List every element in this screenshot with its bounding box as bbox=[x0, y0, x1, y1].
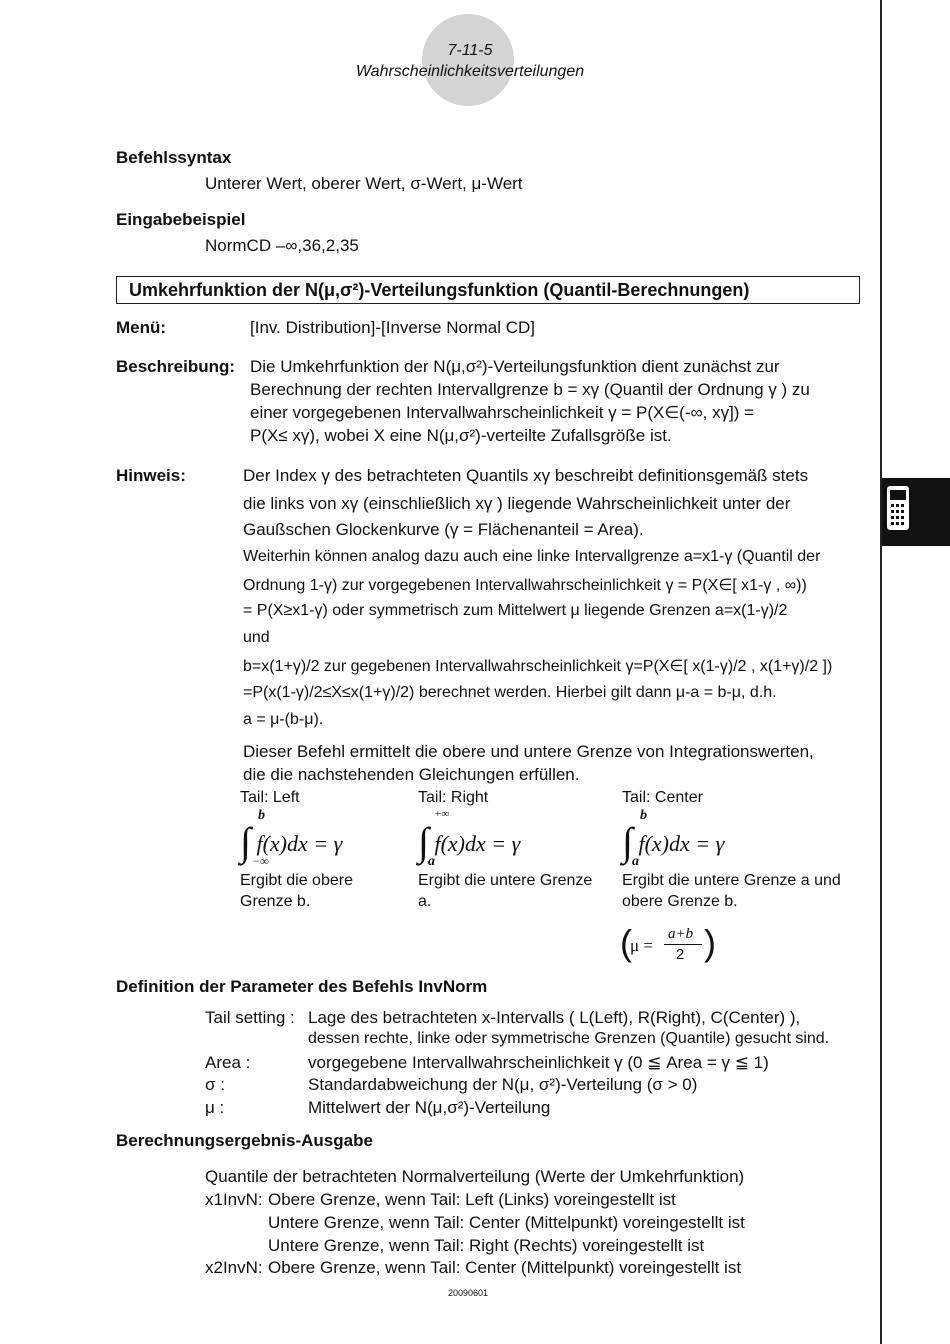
param-value: Mittelwert der N(μ,σ²)-Verteilung bbox=[308, 1098, 551, 1117]
hint-line: Ordnung 1-γ) zur vorgegebenen Intervallwahrscheinlichkeit γ = P(X∈[ x1-γ , ∞)) bbox=[243, 577, 807, 594]
example-heading: Eingabebeispiel bbox=[116, 210, 246, 229]
tail-center-result: obere Grenze b. bbox=[622, 893, 738, 910]
hint-line: die links von xγ (einschließlich xγ ) liegende Wahrscheinlichkeit unter der bbox=[243, 494, 791, 513]
page-number: 7-11-5 bbox=[447, 42, 493, 59]
hint-line: = P(X≥x1-γ) oder symmetrisch zum Mittelwert μ liegende Grenzen a=x(1-γ)/2 bbox=[243, 602, 788, 619]
menu-label: Menü: bbox=[116, 318, 167, 337]
x1-line: Obere Grenze, wenn Tail: Left (Links) voreingestellt ist bbox=[268, 1190, 676, 1209]
param-value: Standardabweichung der N(μ, σ²)-Verteilung (σ > 0) bbox=[308, 1075, 698, 1094]
hint-line: a = μ-(b-μ). bbox=[243, 711, 324, 728]
calculator-icon bbox=[882, 478, 950, 546]
tail-right-result: Ergibt die untere Grenze bbox=[418, 872, 593, 889]
x2-label: x2InvN: bbox=[205, 1258, 263, 1277]
output-intro: Quantile der betrachteten Normalverteilung (Werte der Umkehrfunktion) bbox=[205, 1167, 745, 1186]
output-heading: Berechnungsergebnis-Ausgabe bbox=[116, 1131, 373, 1150]
syntax-heading: Befehlssyntax bbox=[116, 148, 232, 167]
param-key: μ : bbox=[205, 1098, 225, 1117]
description-line: P(X≤ xγ), wobei X eine N(μ,σ²)-verteilte Zufallsgröße ist. bbox=[250, 426, 672, 445]
param-key: σ : bbox=[205, 1075, 225, 1094]
hint-line: Der Index γ des betrachteten Quantils xγ beschreibt definitionsgemäß stets bbox=[243, 466, 809, 485]
x1-label: x1InvN: bbox=[205, 1190, 263, 1209]
hint-line: und bbox=[243, 629, 270, 646]
description-label: Beschreibung: bbox=[116, 357, 236, 376]
syntax-text: Unterer Wert, oberer Wert, σ-Wert, μ-Wert bbox=[205, 174, 523, 193]
hint-line: die die nachstehenden Gleichungen erfüllen. bbox=[243, 765, 580, 784]
hint-line: Gaußschen Glockenkurve (γ = Flächenanteil = Area). bbox=[243, 520, 644, 539]
tail-center-title: Tail: Center bbox=[622, 789, 703, 806]
tail-left-integral: ∫ b −∞ f(x)dx = γ bbox=[240, 808, 343, 868]
section-title: Wahrscheinlichkeitsverteilungen bbox=[355, 63, 585, 80]
hint-line: b=x(1+γ)/2 zur gegebenen Intervallwahrscheinlichkeit γ=P(X∈[ x(1-γ)/2 , x(1+γ)/2 ]) bbox=[243, 658, 833, 675]
tail-left-result: Grenze b. bbox=[240, 893, 311, 910]
tail-center-result: Ergibt die untere Grenze a und bbox=[622, 872, 841, 889]
hint-line: Dieser Befehl ermittelt die obere und untere Grenze von Integrationswerten, bbox=[243, 742, 814, 761]
hint-line: =P(x(1-γ)/2≤X≤x(1+γ)/2) berechnet werden. Hierbei gilt dann μ-a = b-μ, d.h. bbox=[243, 684, 777, 701]
page-number-badge bbox=[422, 14, 514, 106]
tail-left-result: Ergibt die obere bbox=[240, 872, 353, 889]
section-box-title: Umkehrfunktion der N(μ,σ²)-Verteilungsfunktion (Quantil-Berechnungen) bbox=[129, 280, 750, 300]
param-value: Lage des betrachteten x-Intervalls ( L(Left), R(Right), C(Center) ), bbox=[308, 1008, 801, 1027]
param-key: Tail setting : bbox=[205, 1008, 295, 1027]
x2-line: Obere Grenze, wenn Tail: Center (Mittelpunkt) voreingestellt ist bbox=[268, 1258, 742, 1277]
right-margin-rule bbox=[880, 0, 882, 1344]
tail-left-title: Tail: Left bbox=[240, 789, 300, 806]
menu-value: [Inv. Distribution]-[Inverse Normal CD] bbox=[250, 318, 535, 337]
example-text: NormCD –∞,36,2,35 bbox=[205, 236, 359, 255]
x1-line: Untere Grenze, wenn Tail: Right (Rechts) voreingestellt ist bbox=[268, 1236, 705, 1255]
tail-right-result: a. bbox=[418, 893, 432, 910]
x1-line: Untere Grenze, wenn Tail: Center (Mittelpunkt) voreingestellt ist bbox=[268, 1213, 745, 1232]
chapter-tab bbox=[882, 478, 950, 546]
tail-right-title: Tail: Right bbox=[418, 789, 489, 806]
params-heading: Definition der Parameter des Befehls InvNorm bbox=[116, 977, 488, 996]
description-line: Berechnung der rechten Intervallgrenze b = xγ (Quantil der Ordnung γ ) zu bbox=[250, 380, 810, 399]
description-line: Die Umkehrfunktion der N(μ,σ²)-Verteilungsfunktion dient zunächst zur bbox=[250, 357, 780, 376]
tail-center-integral: ∫ b a f(x)dx = γ bbox=[622, 808, 725, 869]
param-key: Area : bbox=[205, 1053, 251, 1072]
section-box bbox=[116, 276, 860, 304]
tail-right-integral: ∫ +∞ a f(x)dx = γ bbox=[418, 808, 521, 869]
description-line: einer vorgegebenen Intervallwahrscheinlichkeit γ = P(X∈(-∞, xγ]) = bbox=[250, 403, 755, 422]
hint-label: Hinweis: bbox=[116, 466, 186, 485]
footer-code: 20090601 bbox=[448, 1288, 489, 1298]
hint-line: Weiterhin können analog dazu auch eine linke Intervallgrenze a=x1-γ (Quantil der bbox=[243, 548, 821, 565]
param-value: dessen rechte, linke oder symmetrische Grenzen (Quantile) gesucht sind. bbox=[308, 1030, 830, 1047]
param-value: vorgegebene Intervallwahrscheinlichkeit γ (0 ≦ Area = γ ≦ 1) bbox=[308, 1053, 769, 1072]
